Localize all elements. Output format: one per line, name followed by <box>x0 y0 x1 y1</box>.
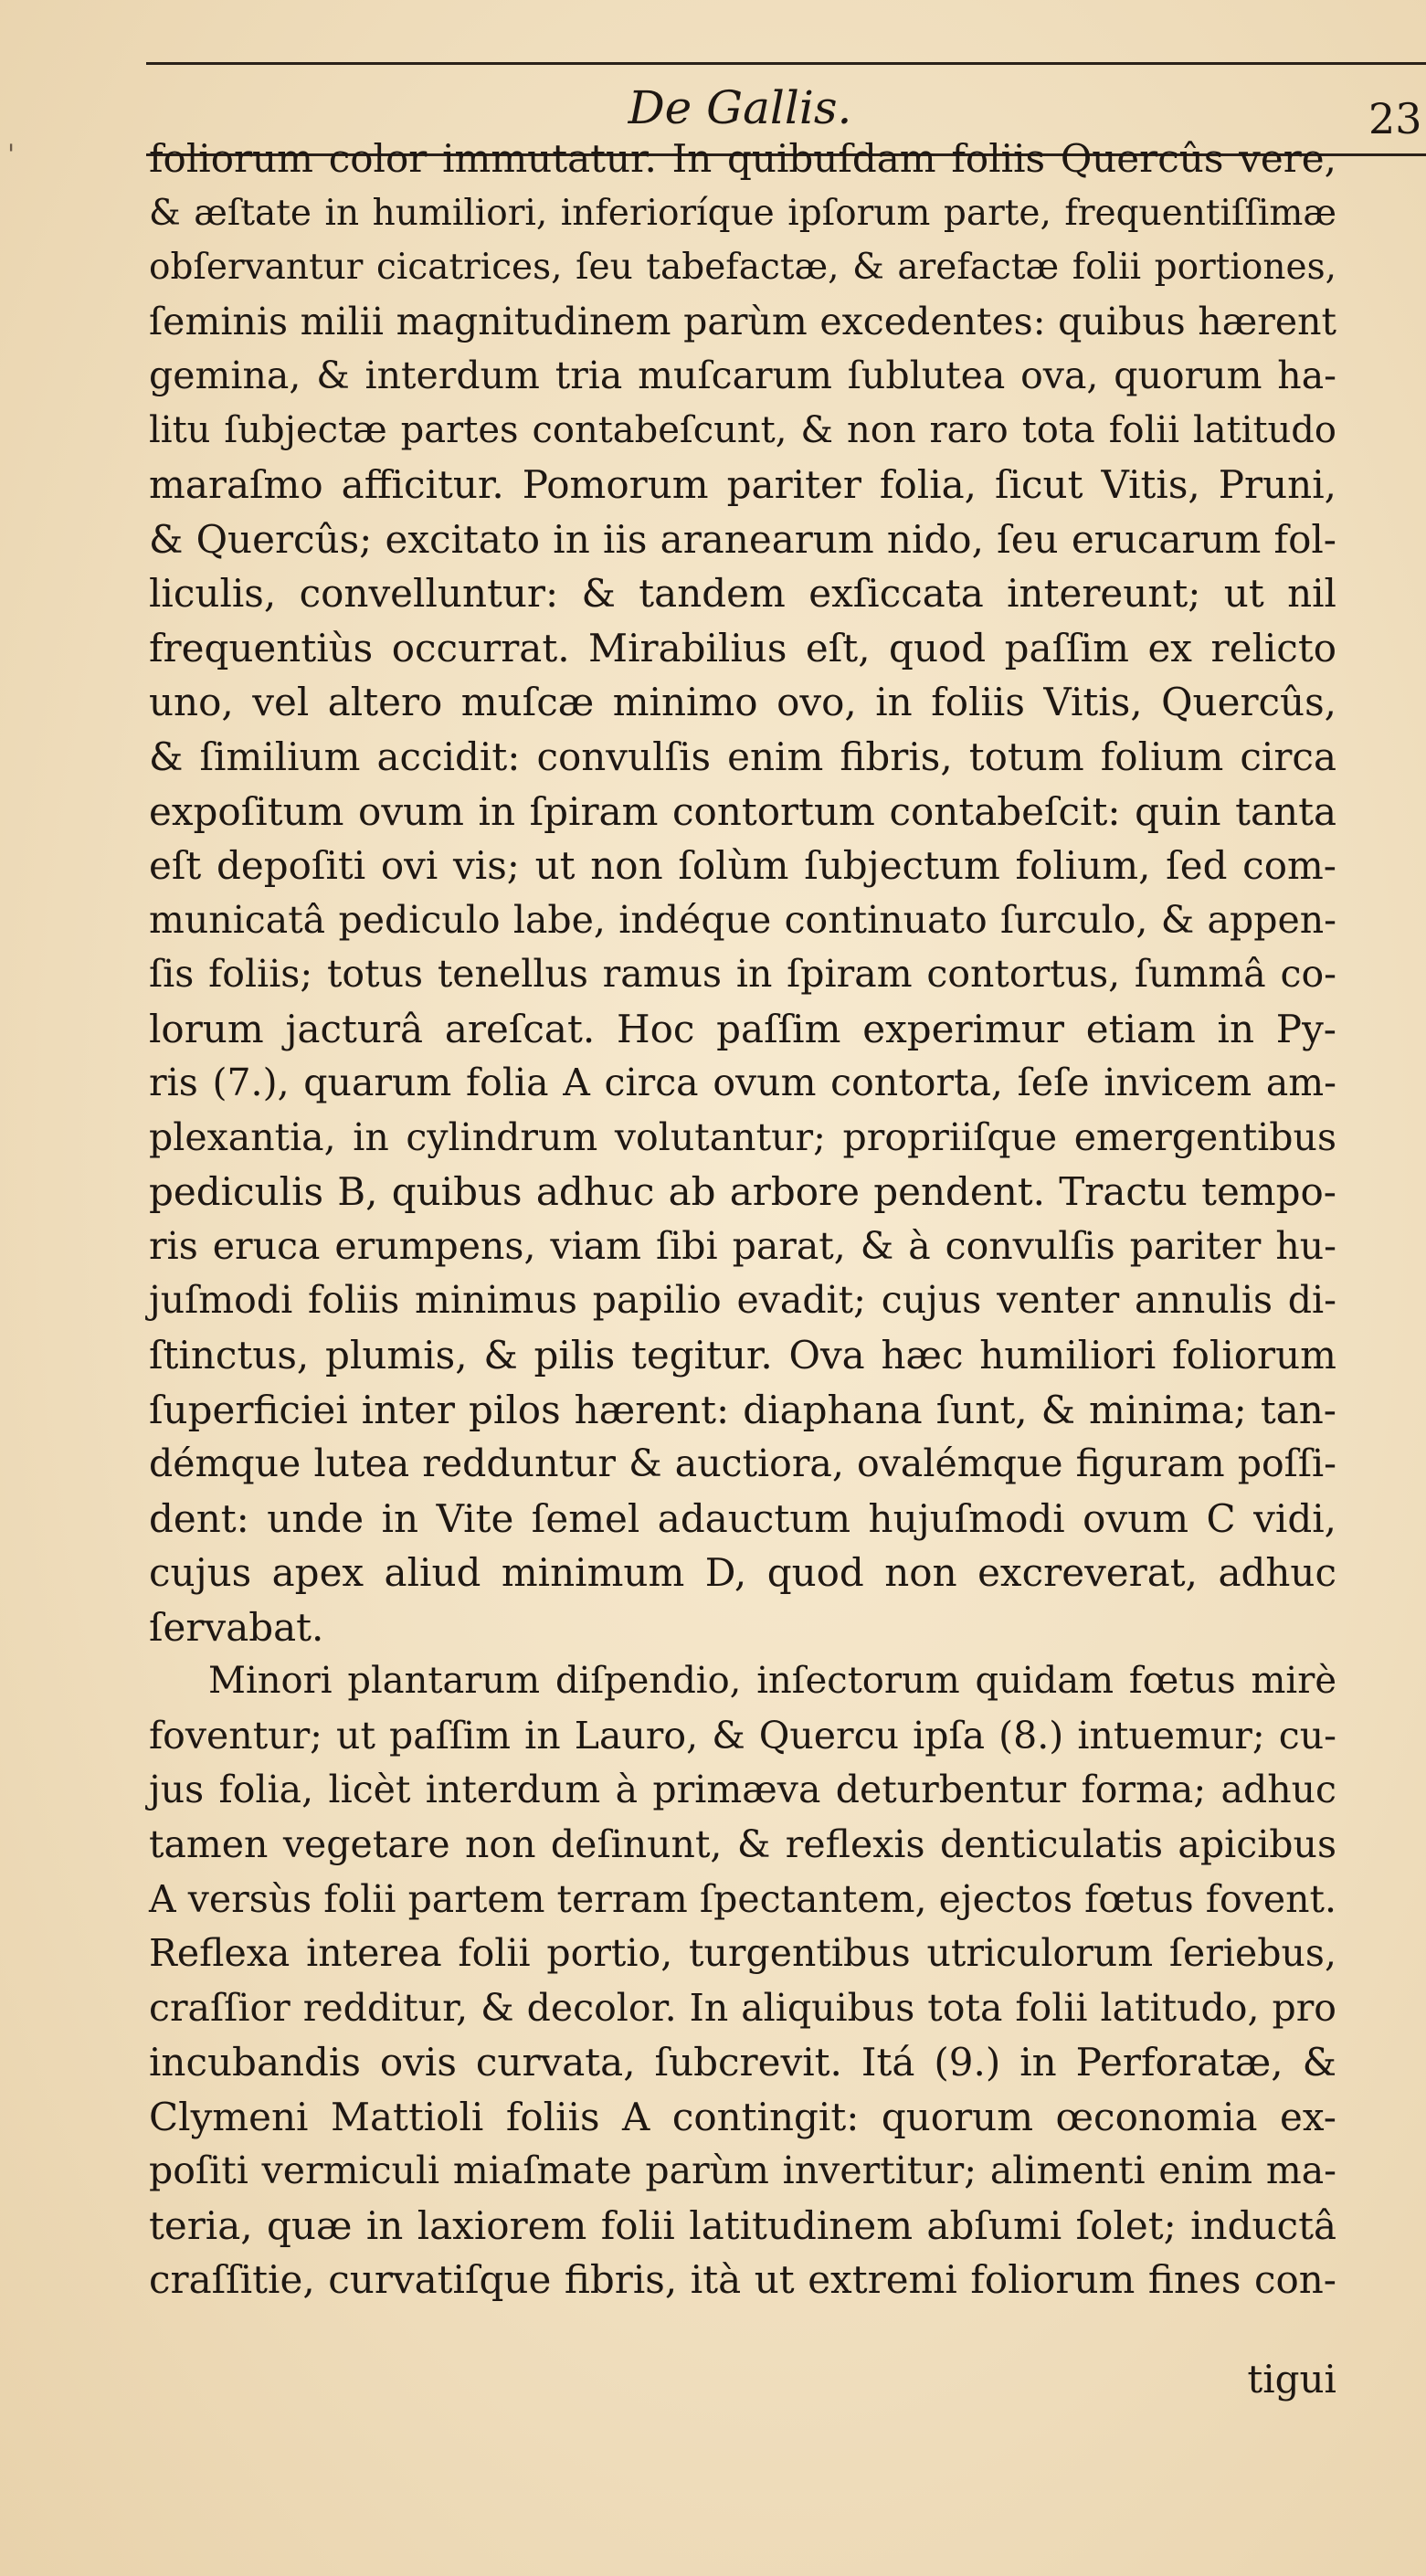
text-line: expoſitum ovum in ſpiram contortum contabeſcit: quin tanta <box>149 788 1336 834</box>
text-line: uno, vel altero muſcæ minimo ovo, in foliis Vitis, Quercûs, <box>149 680 1336 725</box>
text-line: ris eruca erumpens, viam ſibi parat, & à convulſis pariter hu- <box>149 1223 1336 1268</box>
text-line: foventur; ut paſſim in Lauro, & Quercu ipſa (8.) intuemur; cu- <box>149 1713 1336 1758</box>
text-line: teria, quæ in laxiorem folii latitudinem abſumi ſolet; inductâ <box>149 2202 1336 2248</box>
page-number: 23 <box>1368 94 1422 143</box>
text-line: & ſimilium accidit: convulſis enim fibris, totum folium circa <box>149 734 1336 780</box>
text-line: tamen vegetare non deſinunt, & reflexis denticulatis apicibus <box>149 1821 1336 1866</box>
text-line: pediculis B, quibus adhuc ab arbore pendent. Tractu tempo- <box>149 1169 1336 1215</box>
text-line: poſiti vermiculi miaſmate parùm invertitur; alimenti enim ma- <box>149 2148 1336 2193</box>
text-line: ris (7.), quarum folia A circa ovum contorta, ſeſe invicem am- <box>149 1061 1336 1105</box>
running-head: De Gallis. <box>628 81 852 134</box>
text-line: litu ſubjectæ partes contabeſcunt, & non raro tota folii latitudo <box>149 408 1336 451</box>
text-line: plexantia, in cylindrum volutantur; propriiſque emergentibus <box>149 1114 1336 1159</box>
text-line: craſſior redditur, & decolor. In aliquibus tota folii latitudo, pro <box>149 1985 1336 2030</box>
text-line: ſervabat. <box>149 1604 324 1650</box>
text-line: foliorum color immutatur. In quibuſdam foliis Quercûs vere, <box>149 136 1336 181</box>
text-line: gemina, & interdum tria muſcarum ſublutea ova, quorum ha- <box>149 354 1336 398</box>
text-line: frequentiùs occurrat. Mirabilius eſt, quod paſſim ex relicto <box>149 625 1336 670</box>
text-line: municatâ pediculo labe, indéque continuato ſurculo, & appen- <box>149 897 1336 942</box>
text-line: Minori plantarum diſpendio, inſectorum quidam fœtus mirè <box>208 1660 1336 1703</box>
text-line: ſuperficiei inter pilos hærent: diaphana ſunt, & minima; tan- <box>149 1387 1336 1432</box>
text-line: Clymeni Mattioli foliis A contingit: quorum œconomia ex- <box>149 2094 1336 2139</box>
text-line: ſtinctus, plumis, & pilis tegitur. Ova hæc humiliori foliorum <box>149 1333 1336 1378</box>
text-line: maraſmo afficitur. Pomorum pariter folia, ſicut Vitis, Pruni, <box>149 462 1336 508</box>
body-text <box>149 132 1336 2307</box>
text-line: dent: unde in Vite ſemel adauctum hujuſmodi ovum C vidi, <box>149 1495 1336 1541</box>
text-line: & æſtate in humiliori, inferioríque ipſorum parte, frequentiſſimæ <box>149 192 1336 234</box>
text-line: craſſitie, curvatiſque fibris, ità ut extremi foliorum fines con- <box>149 2257 1336 2303</box>
text-line: Reflexa interea folii portio, turgentibus utriculorum ſeriebus, <box>149 1931 1336 1976</box>
text-line: A versùs folii partem terram ſpectantem, ejectos fœtus fovent. <box>149 1876 1336 1921</box>
header-rule-top <box>146 62 1426 65</box>
text-line: ſeminis milii magnitudinem parùm excedentes: quibus hærent <box>149 299 1336 343</box>
text-line: démque lutea redduntur & auctiora, ovalémque figuram poſſi- <box>149 1441 1336 1486</box>
text-line: liculis, convelluntur: & tandem exſiccata intereunt; ut nil <box>149 571 1336 617</box>
text-line: juſmodi foliis minimus papilio evadit; cujus venter annulis di- <box>149 1278 1336 1323</box>
text-line: eſt depoſiti ovi vis; ut non ſolùm ſubjectum folium, ſed com- <box>149 843 1336 889</box>
margin-mark: ' <box>7 139 16 171</box>
text-line: obſervantur cicatrices, ſeu tabefactæ, & arefactæ folii portiones, <box>149 247 1336 289</box>
text-line: ſis foliis; totus tenellus ramus in ſpiram contortus, ſummâ co- <box>149 952 1336 997</box>
catchword: tigui <box>1247 2357 1336 2402</box>
text-line: cujus apex aliud minimum D, quod non excreverat, adhuc <box>149 1550 1336 1596</box>
text-line: jus folia, licèt interdum à primæva deturbentur forma; adhuc <box>149 1768 1336 1812</box>
text-line: & Quercûs; excitato in iis aranearum nido, ſeu erucarum fol- <box>149 516 1336 562</box>
text-line: lorum jacturâ areſcat. Hoc paſſim experimur etiam in Py- <box>149 1006 1336 1051</box>
text-line: incubandis ovis curvata, ſubcrevit. Itá (9.) in Perforatæ, & <box>149 2040 1336 2085</box>
